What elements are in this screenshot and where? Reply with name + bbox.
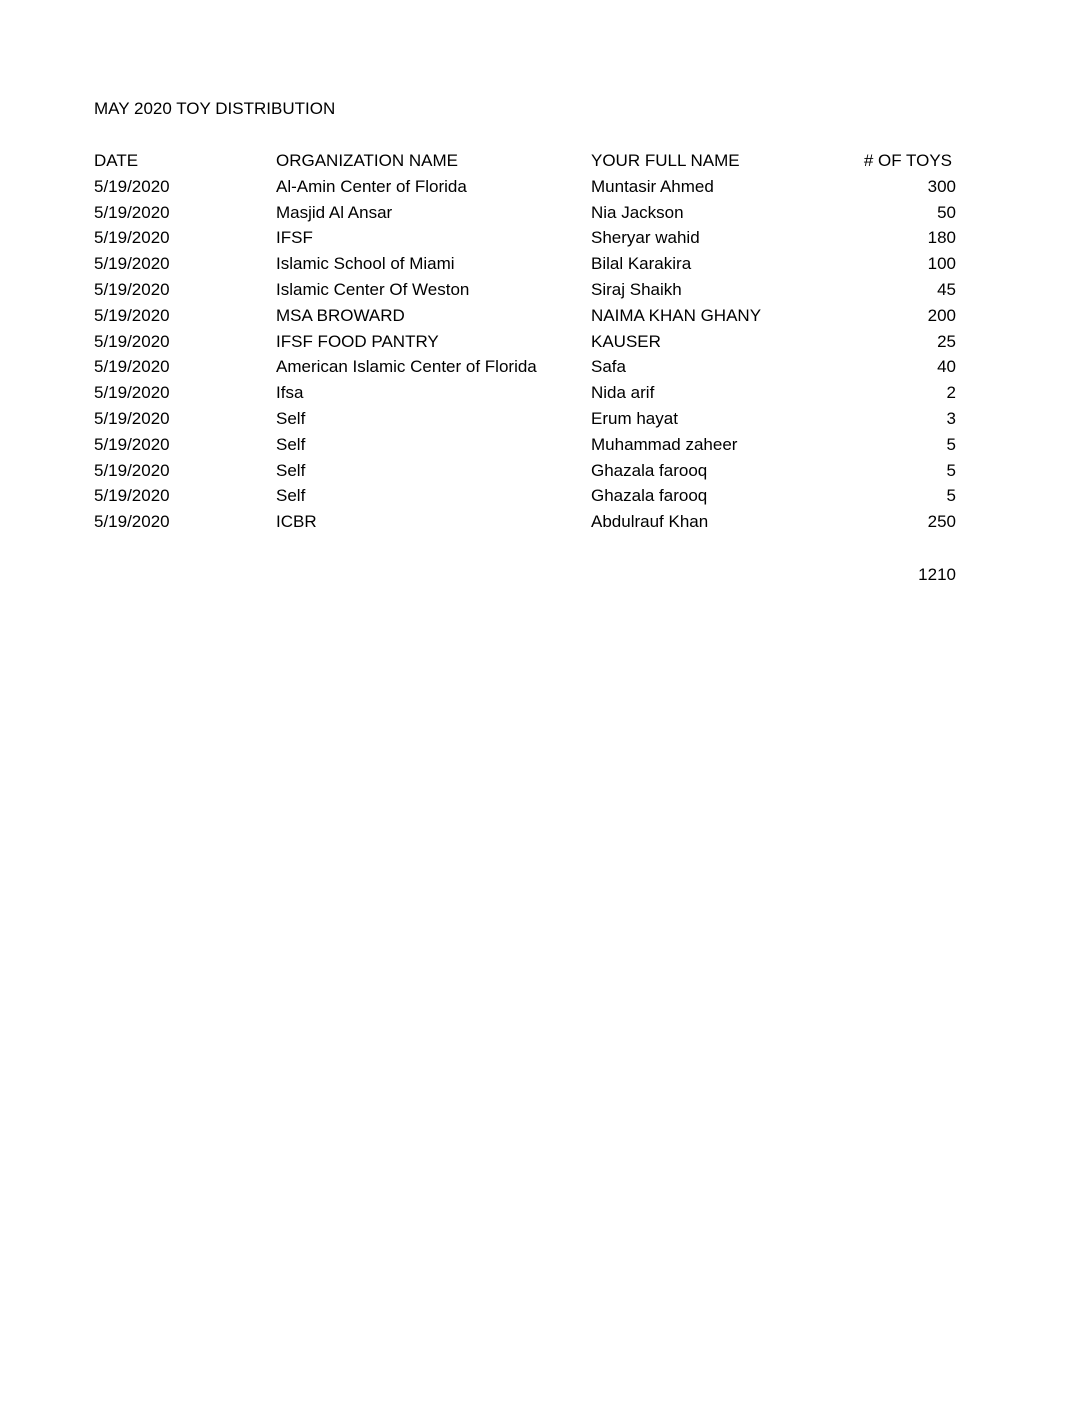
organization-cell: Self [276, 408, 306, 428]
date-cell: 5/19/2020 [94, 383, 170, 403]
table-row [94, 356, 956, 382]
organization-cell: IFSF FOOD PANTRY [276, 331, 439, 351]
date-cell: 5/19/2020 [94, 408, 170, 428]
organization-cell: Self [276, 434, 306, 454]
organization-cell: IFSF [276, 228, 313, 248]
organization-cell: Self [276, 486, 306, 506]
date-cell: 5/19/2020 [94, 279, 170, 299]
column-header-organization: ORGANIZATION NAME [276, 151, 458, 170]
toys-cell: 25 [937, 331, 956, 351]
table-header-row [94, 150, 956, 176]
toys-cell: 5 [946, 460, 956, 480]
table-row [94, 460, 956, 486]
full-name-cell: Erum hayat [591, 408, 678, 428]
toys-cell: 5 [946, 434, 956, 454]
organization-cell: Self [276, 460, 306, 480]
date-cell: 5/19/2020 [94, 460, 170, 480]
table-row [94, 279, 956, 305]
full-name-cell: NAIMA KHAN GHANY [591, 305, 762, 325]
date-cell: 5/19/2020 [94, 305, 170, 325]
full-name-cell: Sheryar wahid [591, 228, 700, 248]
toys-cell: 45 [937, 279, 956, 299]
full-name-cell: Safa [591, 357, 626, 377]
full-name-cell: Ghazala farooq [591, 460, 708, 480]
distribution-table [94, 150, 956, 537]
column-header-date: DATE [94, 151, 139, 170]
toys-cell: 50 [937, 202, 956, 222]
organization-cell: Islamic Center Of Weston [276, 279, 470, 299]
full-name-cell: KAUSER [591, 331, 661, 351]
organization-cell: Ifsa [276, 383, 304, 403]
organization-cell: American Islamic Center of Florida [276, 357, 537, 377]
table-row [94, 331, 956, 357]
organization-cell: MSA BROWARD [276, 305, 405, 325]
date-cell: 5/19/2020 [94, 357, 170, 377]
date-cell: 5/19/2020 [94, 434, 170, 454]
column-header-full-name: YOUR FULL NAME [591, 151, 740, 170]
toys-cell: 100 [927, 254, 956, 274]
date-cell: 5/19/2020 [94, 202, 170, 222]
table-row [94, 305, 956, 331]
full-name-cell: Abdulrauf Khan [591, 512, 709, 532]
full-name-cell: Nida arif [591, 383, 655, 403]
toys-cell: 250 [927, 512, 956, 532]
table-row [94, 382, 956, 408]
table-row [94, 253, 956, 279]
date-cell: 5/19/2020 [94, 228, 170, 248]
full-name-cell: Bilal Karakira [591, 254, 692, 274]
full-name-cell: Muntasir Ahmed [591, 176, 714, 196]
full-name-cell: Muhammad zaheer [591, 434, 738, 454]
date-cell: 5/19/2020 [94, 486, 170, 506]
column-header-toys: # OF TOYS [863, 151, 952, 170]
toys-cell: 300 [927, 176, 956, 196]
toys-total: 1210 [918, 565, 956, 584]
organization-cell: ICBR [276, 512, 317, 532]
table-row [94, 485, 956, 511]
date-cell: 5/19/2020 [94, 331, 170, 351]
toys-cell: 3 [946, 408, 956, 428]
toys-cell: 40 [937, 357, 956, 377]
table-row [94, 202, 956, 228]
date-cell: 5/19/2020 [94, 254, 170, 274]
toys-cell: 180 [927, 228, 956, 248]
date-cell: 5/19/2020 [94, 176, 170, 196]
full-name-cell: Ghazala farooq [591, 486, 708, 506]
table-row [94, 227, 956, 253]
organization-cell: Islamic School of Miami [276, 254, 455, 274]
full-name-cell: Siraj Shaikh [591, 279, 682, 299]
toys-cell: 200 [927, 305, 956, 325]
toys-cell: 2 [946, 383, 956, 403]
table-row [94, 434, 956, 460]
table-row [94, 511, 956, 537]
table-row [94, 176, 956, 202]
table-row [94, 408, 956, 434]
full-name-cell: Nia Jackson [591, 202, 684, 222]
organization-cell: Al-Amin Center of Florida [276, 176, 467, 196]
toys-cell: 5 [946, 486, 956, 506]
date-cell: 5/19/2020 [94, 512, 170, 532]
organization-cell: Masjid Al Ansar [276, 202, 393, 222]
page-title: MAY 2020 TOY DISTRIBUTION [94, 99, 336, 118]
